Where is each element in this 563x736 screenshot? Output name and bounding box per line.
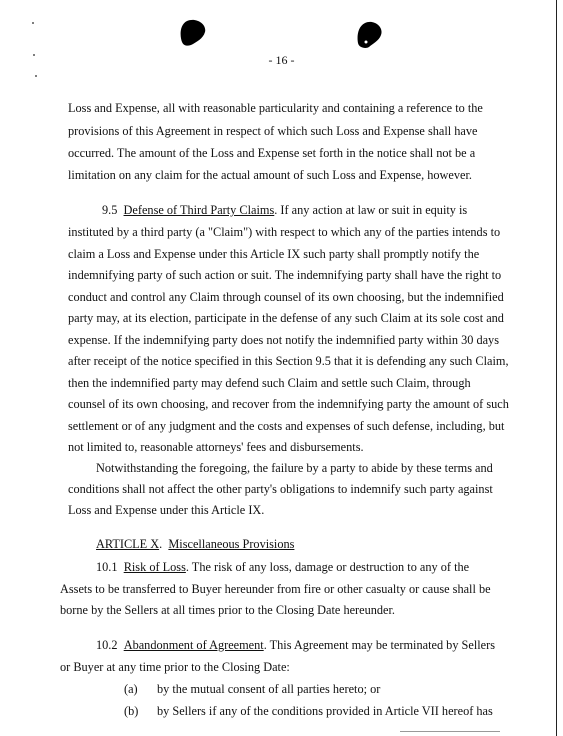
section-10-1-first-line [96, 560, 469, 575]
article-label: ARTICLE X [96, 537, 160, 551]
list-item-marker: (a) [124, 682, 138, 696]
section-text: . The risk of any loss, damage or destruction to any of the [185, 560, 470, 574]
paragraph-line: indemnifying party of such action or suit. The indemnifying party shall have the right to [68, 268, 502, 282]
article-separator: . [159, 537, 169, 551]
punch-hole-right [355, 20, 385, 50]
section-number: 10.1 [96, 560, 118, 574]
section-heading: Abandonment of Agreement [123, 638, 264, 652]
section-9-5-first-line [102, 203, 467, 218]
paragraph-line: then the indemnified party may defend such Claim and settle such Claim, through [68, 376, 471, 390]
section-text: . If any action at law or suit in equity is [274, 203, 468, 217]
section-number: 10.2 [96, 638, 118, 652]
paragraph-line: or Buyer at any time prior to the Closing Date: [60, 660, 290, 674]
paragraph-line: counsel of its own choosing, and recover from the indemnifying party the amount of such [68, 397, 509, 411]
paragraph-line: limitation on any claim for the actual amount of such Loss and Expense, however. [68, 168, 472, 182]
paragraph-line: Loss and Expense under this Article IX. [68, 503, 265, 517]
paragraph-line: instituted by a third party (a "Claim") with respect to which any of the parties intends to [68, 225, 501, 239]
scan-speck [32, 22, 34, 24]
scan-edge-line [400, 731, 500, 732]
section-text: . This Agreement may be terminated by Sellers [263, 638, 496, 652]
paragraph-line: after receipt of the notice specified in this Section 9.5 that it is defending any such Claim, [68, 354, 509, 368]
paragraph-line: conduct and control any Claim through counsel of its own choosing, but the indemnified [68, 290, 504, 304]
paragraph-line: expense. If the indemnifying party does not notify the indemnified party within 30 days [68, 333, 499, 347]
page-edge [556, 0, 557, 736]
page-number: - 16 - [268, 53, 295, 67]
paragraph-line: borne by the Sellers at all times prior to the Closing Date hereunder. [60, 603, 396, 617]
paragraph-line: Loss and Expense, all with reasonable particularity and containing a reference to the [68, 101, 483, 115]
scan-speck [35, 75, 37, 77]
paragraph-line: Assets to be transferred to Buyer hereunder from fire or other casualty or cause shall be [60, 582, 491, 596]
punch-hole-left [178, 18, 208, 48]
section-heading: Risk of Loss [123, 560, 186, 574]
paragraph-line: conditions shall not affect the other party's obligations to indemnify such party against [68, 482, 493, 496]
article-title: Miscellaneous Provisions [168, 537, 295, 551]
section-number: 9.5 [102, 203, 118, 217]
list-item-text: by the mutual consent of all parties hereto; or [157, 682, 381, 696]
list-item-marker: (b) [124, 704, 139, 718]
paragraph-line: provisions of this Agreement in respect of which such Loss and Expense shall have [68, 124, 478, 138]
section-heading: Defense of Third Party Claims [123, 203, 275, 217]
paragraph-line: occurred. The amount of the Loss and Expense set forth in the notice shall not be a [68, 146, 476, 160]
paragraph-line: settlement or of any judgment and the costs and expenses of such defense, including, but [68, 419, 505, 433]
paragraph-line: claim a Loss and Expense under this Article IX such party shall promptly notify the [68, 247, 480, 261]
paragraph-line: party may, at its election, participate in the defense of any such Claim at its sole cost and [68, 311, 504, 325]
section-10-2-first-line [96, 638, 495, 653]
paragraph-line: not limited to, reasonable attorneys' fees and disbursements. [68, 440, 364, 454]
list-item-text: by Sellers if any of the conditions provided in Article VII hereof has [157, 704, 493, 718]
paragraph-line: Notwithstanding the foregoing, the failure by a party to abide by these terms and [96, 461, 493, 475]
article-heading [96, 537, 294, 552]
